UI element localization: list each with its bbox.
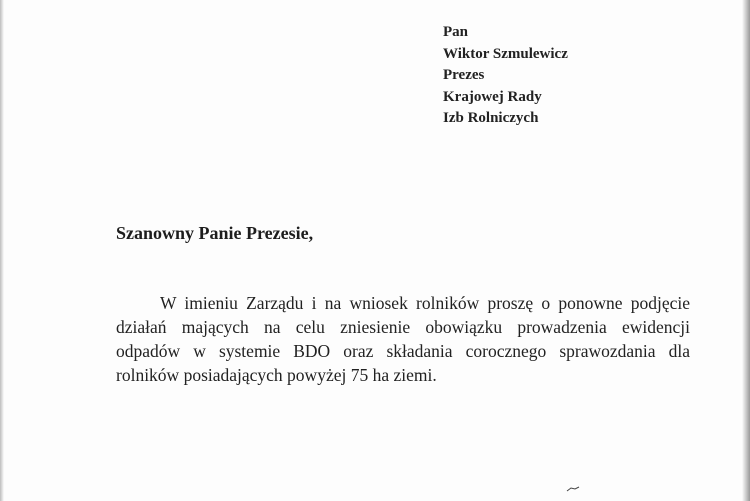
salutation: Szanowny Panie Prezesie, bbox=[116, 223, 314, 243]
recipient-name: Wiktor Szmulewicz bbox=[443, 45, 568, 62]
body-line-3: odpadów w systemie BDO oraz składania corocznego sprawozdania dla bbox=[116, 341, 690, 361]
recipient-title: Pan bbox=[443, 24, 469, 40]
body-line-1: W imieniu Zarządu i na wniosek rolników proszę o ponowne podjęcie bbox=[160, 293, 690, 313]
body-line-4: rolników posiadających powyżej 75 ha ziemi. bbox=[116, 365, 437, 385]
recipient-address-block bbox=[443, 22, 568, 130]
scan-edge-left bbox=[0, 0, 4, 501]
letter-body-paragraph bbox=[116, 291, 690, 387]
scan-speck-mark bbox=[566, 486, 580, 492]
scan-edge-right bbox=[742, 0, 750, 501]
recipient-organization-line2: Izb Rolniczych bbox=[443, 110, 539, 126]
recipient-position: Prezes bbox=[443, 67, 485, 83]
body-line-2: działań mających na celu zniesienie obowiązku prowadzenia ewidencji bbox=[116, 317, 690, 337]
recipient-organization-line1: Krajowej Rady bbox=[443, 88, 542, 105]
